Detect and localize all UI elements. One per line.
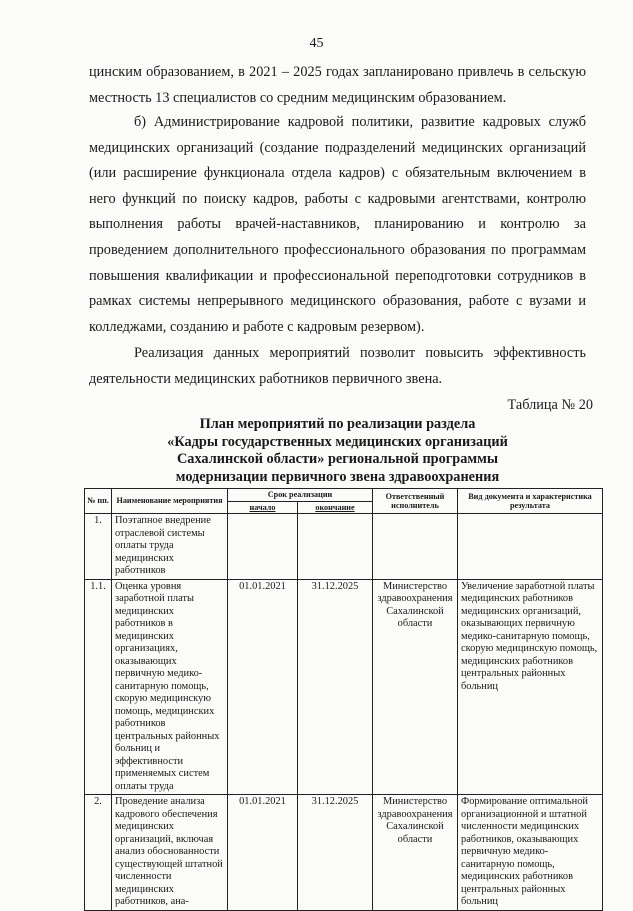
row-result: [458, 514, 603, 580]
row-end: 31.12.2025: [298, 795, 373, 911]
row-responsible: Министерство здравоохранения Сахалинской области: [373, 795, 458, 911]
table-number: Таблица № 20: [507, 397, 593, 413]
row-name: Поэтапное внедрение отраслевой системы оплаты труда медицинских работников: [112, 514, 228, 580]
row-start: 01.01.2021: [228, 795, 298, 911]
table-title-line: Сахалинской области» региональной программы: [176, 451, 499, 468]
table-title-line: модернизации первичного звена здравоохранения: [175, 468, 500, 485]
paragraph-summary: [89, 341, 586, 392]
table-row: [85, 579, 603, 795]
table-row: [85, 795, 603, 911]
table-row: [85, 514, 603, 580]
table-title-line: «Кадры государственных медицинских организаций: [167, 433, 508, 450]
row-num: 1.1.: [85, 579, 112, 795]
row-responsible: Министерство здравоохранения Сахалинской области: [373, 579, 458, 795]
row-responsible: [373, 514, 458, 580]
row-name: Проведение анализа кадрового обеспечения медицинских организаций, включая анализ обоснованности существующей штатной численности медицинских работников, ана-: [112, 795, 228, 911]
row-start: 01.01.2021: [228, 579, 298, 795]
row-start: [228, 514, 298, 580]
header-responsible: Ответственный исполнитель: [373, 489, 458, 514]
row-num: 1.: [85, 514, 112, 580]
paragraph-item-b: [89, 110, 586, 340]
paragraph-continuation: [89, 60, 586, 111]
header-result: Вид документа и характеристика результата: [458, 489, 603, 514]
paragraph-summary-text: Реализация данных мероприятий позволит повысить эффективность деятельности медицинских работников первичного звена.: [89, 345, 586, 387]
row-end: 31.12.2025: [298, 579, 373, 795]
row-name: Оценка уровня заработной платы медицинских работников в медицинских организациях, оказывающих первичную медико-санитарную помощь, скорую медицинскую помощь, медицинских работников центральных районных больниц и эффективности применяемых систем оплаты труда: [112, 579, 228, 795]
table-title-line: План мероприятий по реализации раздела: [199, 416, 476, 432]
header-start: начало: [228, 501, 298, 514]
header-period: Срок реализации: [228, 489, 373, 502]
plan-table: [84, 488, 603, 911]
header-name: Наименование мероприятия: [112, 489, 228, 514]
row-result: Увеличение заработной платы медицинских работников медицинских организаций, оказывающих первичную медико-санитарную помощь, скорую медицинскую помощь, медицинских работников центральных районных больниц: [458, 579, 603, 795]
header-num: № пп.: [85, 489, 112, 514]
row-num: 2.: [85, 795, 112, 911]
paragraph-continuation-text: цинским образованием, в 2021 – 2025 годах запланировано привлечь в сельскую местность 13 специалистов со средним медицинским образованием.: [89, 64, 586, 106]
table-title: [89, 416, 586, 486]
header-end: окончание: [298, 501, 373, 514]
table-header-row: [85, 489, 603, 502]
paragraph-item-b-text: б) Администрирование кадровой политики, развитие кадровых служб медицинских организаций (создание подразделений медицинских организаций (или расширение функционала отдела кадров) с обязательным включением в него функций по поиску кадров, работы с кадровыми агентствами, контролю выполнения работы врачей-наставников, планированию и контролю за проведением дополнительного профессионального образования по программам повышения квалификации и профессиональной переподготовки сотрудников в рамках системы непрерывного медицинского образования, работе с вузами и колледжами, созданию и работе с кадровым резервом).: [89, 114, 586, 335]
page-number: 45: [309, 36, 324, 51]
row-result: Формирование оптимальной организационной и штатной численности медицинских работников, оказывающих первичную медико-санитарную помощь, медицинских работников центральных районных больниц: [458, 795, 603, 911]
row-end: [298, 514, 373, 580]
